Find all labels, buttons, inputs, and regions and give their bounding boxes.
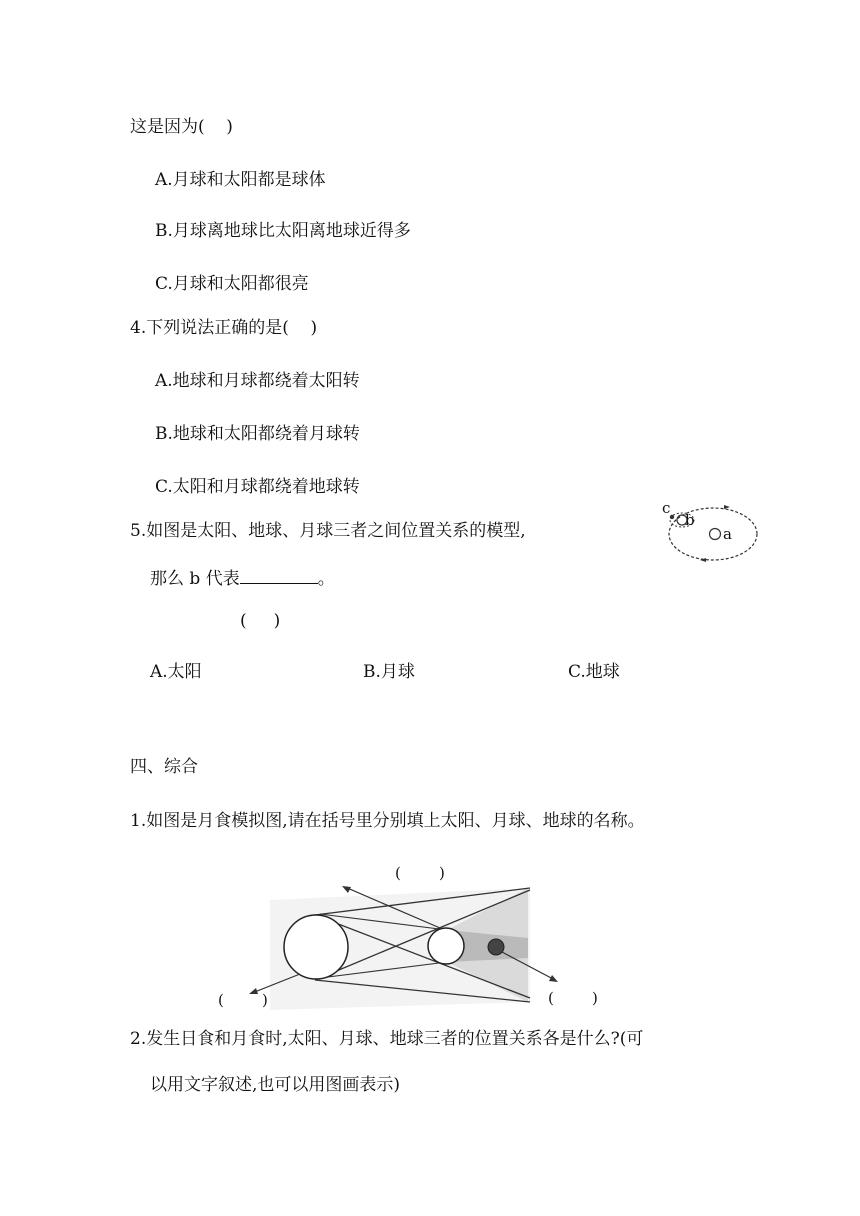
diagram-paren-top: ( ) xyxy=(395,864,445,882)
label-c: c xyxy=(662,500,671,517)
small-sphere xyxy=(488,939,504,955)
label-b: b xyxy=(685,511,695,529)
q3-option-c: C.月球和太阳都很亮 xyxy=(155,274,309,294)
pointer-arrowhead-right xyxy=(549,975,558,982)
section4-q1: 1.如图是月食模拟图,请在括号里分别填上太阳、月球、地球的名称。 xyxy=(130,811,645,831)
q5-line2-prefix: 那么 b 代表 xyxy=(150,569,240,589)
q4-option-a: A.地球和月球都绕着太阳转 xyxy=(155,371,360,391)
q3-tail: 这是因为( ) xyxy=(130,117,233,137)
q5-option-b: B.月球 xyxy=(363,662,415,682)
q5-option-a: A.太阳 xyxy=(150,662,202,682)
large-sphere xyxy=(284,915,348,979)
section4-title: 四、综合 xyxy=(130,757,198,777)
diagram-paren-right: ( ) xyxy=(548,989,598,1007)
label-a: a xyxy=(723,525,732,543)
earth-orbit-ellipse xyxy=(669,508,757,560)
section4-q2-line1: 2.发生日食和月食时,太阳、月球、地球三者的位置关系各是什么?(可 xyxy=(130,1029,644,1049)
q5-paren: ( ) xyxy=(240,611,281,631)
q3-option-b: B.月球离地球比太阳离地球近得多 xyxy=(155,221,411,241)
q4-option-b: B.地球和太阳都绕着月球转 xyxy=(155,424,360,444)
q5-line2 xyxy=(150,568,335,589)
orbit-arrow-top xyxy=(724,505,730,509)
medium-sphere xyxy=(428,928,464,964)
q3-option-a: A.月球和太阳都是球体 xyxy=(155,170,326,190)
q4-option-c: C.太阳和月球都绕着地球转 xyxy=(155,477,360,497)
lunar-eclipse-diagram xyxy=(210,860,630,1010)
q5-stem: 5.如图是太阳、地球、月球三者之间位置关系的模型, xyxy=(130,521,526,541)
pointer-arrowhead-top xyxy=(342,886,351,893)
answer-blank[interactable] xyxy=(240,568,318,584)
orbit-arrow-bottom xyxy=(700,558,706,562)
q5-line2-suffix: 。 xyxy=(317,569,335,589)
section4-q2-line2: 以用文字叙述,也可以用图画表示) xyxy=(150,1075,401,1095)
orbit-model-figure xyxy=(660,500,770,570)
q4-stem: 4.下列说法正确的是( ) xyxy=(130,318,318,338)
body-a-circle xyxy=(710,529,721,540)
q5-option-c: C.地球 xyxy=(568,662,620,682)
diagram-paren-left: ( ) xyxy=(218,991,268,1009)
body-c-dot xyxy=(670,515,674,519)
